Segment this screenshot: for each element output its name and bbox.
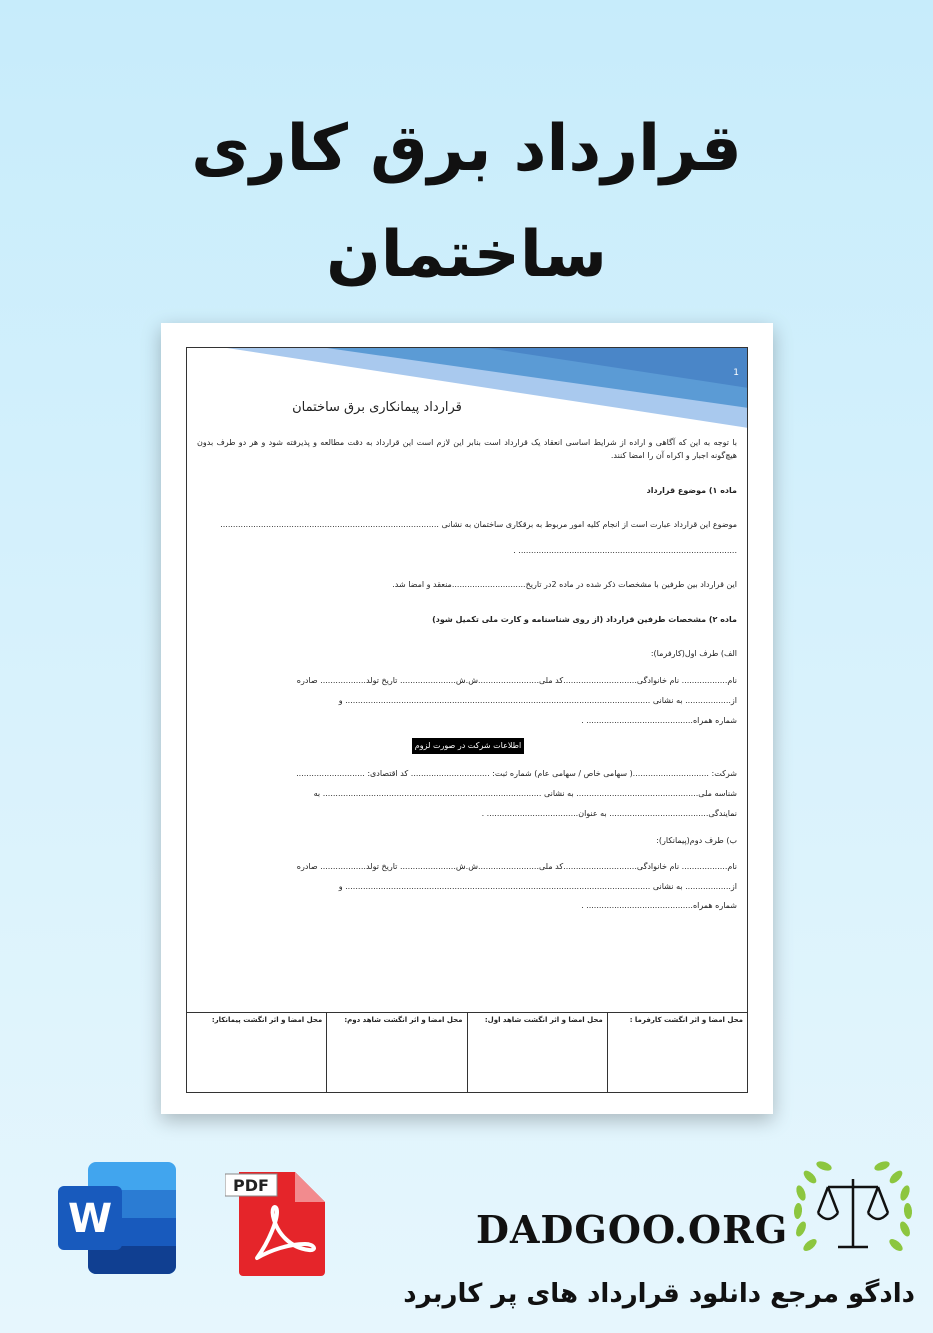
party-a-line-2: از.................. به نشانی ........................................................................................................................ و: [338, 696, 737, 705]
intro-paragraph: با توجه به این که آگاهی و اراده از شرایط اساسی انعقاد یک قرارداد است بنابر این لازم است این قرارداد به دقت مطالعه و پذیرفته شود و هر دو طرف بدون هیچ‌گونه اجبار و اکراه آن را امضا کنند.: [197, 438, 737, 460]
word-icon[interactable]: [58, 1162, 176, 1274]
signature-cell-employer: محل امضا و اثر انگشت کارفرما :: [607, 1013, 747, 1093]
page-number: 1: [733, 368, 739, 378]
party-a-line-3: شماره همراه.......................................... .: [581, 716, 737, 725]
tagline: دادگو مرجع دانلود قرارداد های پر کاربرد: [403, 1279, 915, 1309]
word-letter: W: [67, 1196, 113, 1242]
article1-line-3: این قرارداد بین طرفین با مشخصات ذکر شده در ماده 2در تاریخ.............................منعقد و امضا شد.: [392, 580, 737, 589]
article2-heading: ماده ۲) مشخصات طرفین قرارداد (از روی شناسنامه و کارت ملی تکمیل شود): [432, 615, 737, 624]
page-title-line-2: ساختمان: [326, 218, 607, 292]
party-b-heading: ب) طرف دوم(پیمانکار):: [656, 836, 737, 845]
pdf-label: PDF: [233, 1176, 269, 1195]
document-title: قرارداد پیمانکاری برق ساختمان: [292, 400, 462, 415]
scales-of-justice-logo-icon: [788, 1155, 918, 1270]
signature-cell-witness-1: محل امضا و اثر انگشت شاهد اول:: [467, 1013, 607, 1093]
article1-line-2: ...................................................................................... .: [513, 546, 737, 555]
company-line-3: نمایندگی....................................... به عنوان.................................... .: [481, 809, 737, 818]
signature-cell-witness-2: محل امضا و اثر انگشت شاهد دوم:: [326, 1013, 466, 1093]
signature-cell-contractor: محل امضا و اثر انگشت پیمانکار:: [211, 1016, 323, 1024]
brand-name[interactable]: DADGOO.ORG: [476, 1207, 789, 1252]
party-b-line-2: از.................. به نشانی ........................................................................................................................ و: [338, 882, 737, 891]
company-info-badge: اطلاعات شرکت در صورت لزوم: [412, 738, 524, 754]
article1-line-1: موضوع این قرارداد عبارت است از انجام کلیه امور مربوط به برقکاری ساختمان به نشانی ......................................................................................: [220, 520, 737, 529]
page-title-line-1: قرارداد برق کاری: [191, 112, 742, 186]
party-a-line-1: نام.................. نام خانوادگی.............................کد ملی........................ش.ش...................... تاریخ تولد.................. صادره: [296, 676, 737, 685]
party-b-line-1: نام.................. نام خانوادگی.............................کد ملی........................ش.ش...................... تاریخ تولد.................. صادره: [296, 862, 737, 871]
pdf-icon[interactable]: [225, 1160, 327, 1276]
party-b-line-3: شماره همراه.......................................... .: [581, 901, 737, 910]
company-line-2: شناسه ملی................................................ به نشانی ...................................................................................... به: [313, 789, 737, 798]
signature-table: [187, 1012, 747, 1093]
party-a-heading: الف) طرف اول(کارفرما):: [650, 649, 737, 658]
header-banner: [187, 348, 748, 428]
company-line-1: شرکت: ..............................( سهامی خاص / سهامی عام) شماره ثبت: ............................... کد اقتصادی: ...........................: [296, 769, 737, 778]
document-preview: [161, 323, 773, 1114]
document-frame: [186, 347, 748, 1093]
article1-heading: ماده ۱) موضوع قرارداد: [646, 486, 737, 495]
